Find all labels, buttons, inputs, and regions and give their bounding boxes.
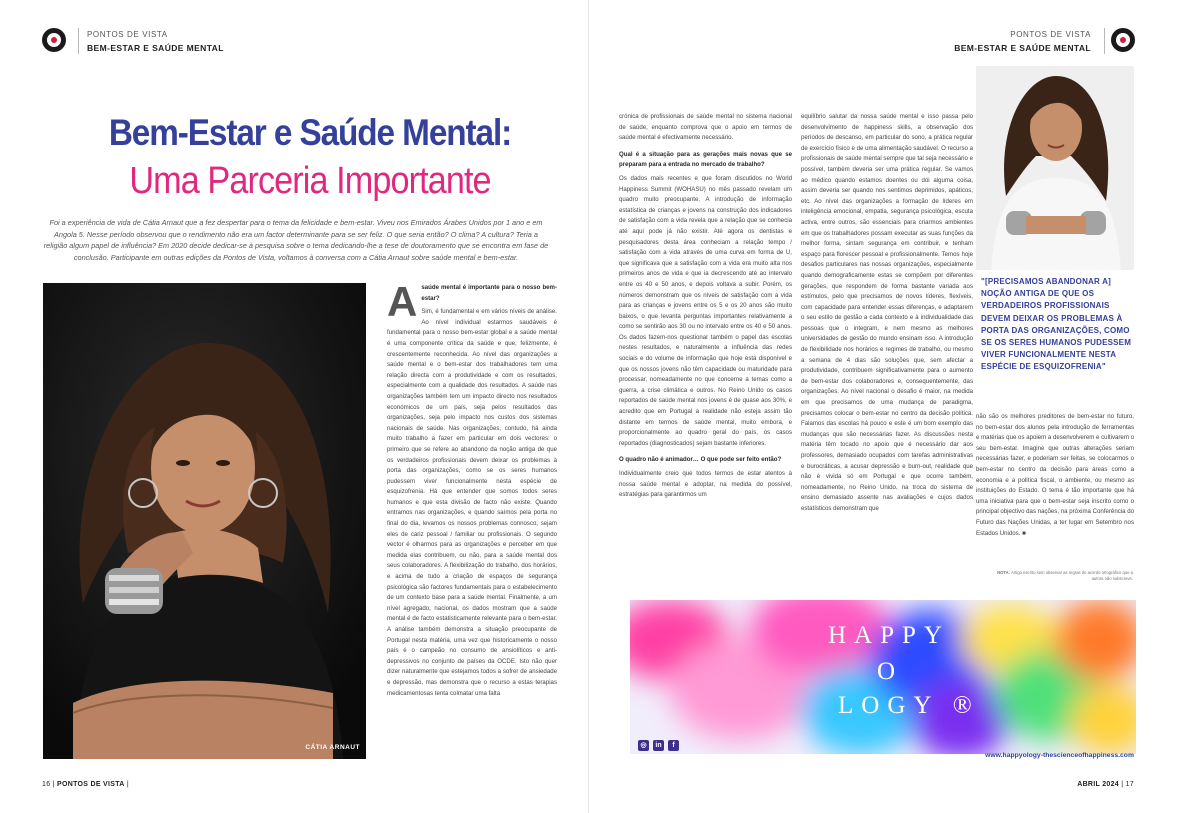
ad-brand-line1: HAPPY xyxy=(828,622,950,649)
question-1: saúde mental é importante para o nosso bem-estar? xyxy=(421,284,557,302)
header-subsection: BEM-ESTAR E SAÚDE MENTAL xyxy=(87,43,224,53)
portrait-illustration-right xyxy=(976,66,1134,270)
answer-1-continued: crónica de profissionais de saúde mental no sistema nacional de saúde, enquanto comprova que o apoio em termos de saúde mental é efectivamente necessário. xyxy=(619,113,792,142)
answer-2: Os dados mais recentes e que foram discutidos no World Happiness Summit (WOHASU) no mês passado revelam um quadro muito preocupante. A introdução de informação estatística de crianças e jovens na construção dos indicadores de satisfação com a vida revela que a relação que se conhecia até aqui pode já não existir. Até agora os dentistas e pesquisadores desta área conheciam a relação tempo / satisfação com a vida através de uma curva em forma de U, que significava que a satisfação com a vida era muito alta nos primeiros anos de vida e que ia decrescendo até ao intervalo entre os 40 e 50 anos, e depois voltava a subir. Porém, os números demonstram que os níveis de satisfação com a vida para as crianças e jovens entre os 5 e os 20 anos são muito baixos, o que levanta perguntas importantes relativamente a como se sentirão aos 30 ou no intervalo entre os 40 e 50 anos. Os dados fazem-nos questionar também o papel das escolas nestes resultados, e naturalmente a influência das redes sociais e do volume de informação que hoje está disponível e que os nossos jovens não têm capacidade ou maturidade para processar, nomeadamente no que concerne a temas como a guerra, a crise climática e outros. No Reino Unido os casos reportados de saúde mental nos jovens é de quase aos 30%, e acredito que em Portugal a realidade não esteja assim tão distante em termos de saúde mental, muito embora, e proporcionalmente ao quadro geral do país, os casos reportados (diagnosticados) sejam bastante inferiores. xyxy=(619,174,792,447)
ad-social-links xyxy=(638,740,679,751)
portrait-illustration xyxy=(43,283,366,759)
note-label: NOTA: xyxy=(997,570,1011,575)
answer-3: Individualmente creio que todos termos de estar atentos à nossa saúde mental e adoptar, na medida do possível, estratégias para garantirmos um xyxy=(619,470,792,499)
question-3: O quadro não é animador… O que pode ser feito então? xyxy=(619,456,782,464)
footer-section: PONTOS DE VISTA xyxy=(57,781,125,788)
header-separator-right xyxy=(1104,28,1105,54)
note-text: Artigo escrito sem observar as regras do acordo ortográfico que a autora não subscreve. xyxy=(1011,570,1133,581)
editorial-note xyxy=(995,570,1133,582)
ad-brand-line2: O xyxy=(877,658,904,685)
header-separator xyxy=(78,28,79,54)
facebook-icon[interactable]: f xyxy=(668,740,679,751)
magazine-logo-icon xyxy=(42,28,66,52)
footer-left: 16 | PONTOS DE VISTA | xyxy=(42,781,130,788)
ad-brand-line3: LOGY ® xyxy=(838,692,980,719)
right-page xyxy=(589,0,1177,813)
question-2: Qual é a situação para as gerações mais novas que se preparam para a entrada no mercado de trabalho? xyxy=(619,150,792,169)
article-column-2 xyxy=(619,112,792,582)
header-section-right: PONTOS DE VISTA xyxy=(1010,30,1091,39)
page-number-left: 16 xyxy=(42,781,51,788)
drop-cap: A xyxy=(387,283,418,325)
header-section: PONTOS DE VISTA xyxy=(87,30,168,39)
instagram-icon[interactable]: ◎ xyxy=(638,740,649,751)
happyology-advertisement[interactable] xyxy=(630,600,1136,754)
article-lead: Foi a experiência de vida de Cátia Arnaut que a fez despertar para o tema da felicidade e bem-estar. Viveu nos Emirados Árabes Unidos por 1 ano e em Angola 5. Nesse período observou que o rendimento não era um factor determinante para se ser feliz. O que seria então? O clima? A cultura? Teria a religião algum papel de influência? Em 2020 decide dedicar-se à pesquisa sobre o tema dedicando-lhe a tese de doutoramento que se encontra em fase de conclusão. Participante em outras edições da Pontos de Vista, voltamos à conversa com a Cátia Arnaut sobre saúde mental e bem-estar. xyxy=(43,218,549,262)
answer-3-continued: equilíbrio salutar da nossa saúde mental e isso passa pelo desenvolvimento de happiness skills, a observação dos períodos de descanso, em particular do sono, a prática regular de exercício físico e de uma alimentação saudável. O recurso a profissionais de saúde mental sempre que tal seja necessário e possível, também deveria ser uma prática regular. Se vamos ao médico quando estamos doentes ou dói alguma coisa, assim deveria ser quando nos sentimos deprimidos, apáticos, etc. Ao nível das organizações a formação de líderes em inteligência emocional, empatia, segurança psicológica, escuta activa, entre outros, são essenciais para criarmos ambientes em que os trabalhadores possam executar as suas funções da melhor forma, sintam segurança em contribuir, e tenham espaço para florescer pessoal e profissionalmente. Temos hoje desafios particulares nas nossas organizações, especialmente quando demograficamente estas se compõem por diferentes gerações, que respondem de forma bastante variada aos estímulos, pelo que precisamos de novos líderes, flexíveis, com capacidade para entender essas diferenças, e adaptarem o seu estilo de gestão a cada contexto e à individualidade das pessoas que o integram, e nem mesmo as melhores universidades de gestão do mundo ensinam isso. A introdução de flexibilidade nos horários e regimes de trabalho, ou mesmo a semana de 4 dias são soluções que, sem afectar a produtividade, contribuem significativamente para o aumento de bem-estar dos colaboradores e, consequentemente, das organizações. Ao nível nacional o desafio é maior, na medida em que precisamos de uma mudança de paradigma, precisamos colocar o bem-estar no centro da decisão política. Falamos das escolas há pouco e este é um bom exemplo das mudanças que são necessárias fazer. As discussões nesta matéria têm tocado no apoio que é necessário dar aos professores, demasiado ocupados com tarefas administrativas e burocráticas, a acusar depressão e burn-out, realidade que não é vivida só em Portugal e que ocorre também, nomeadamente, no Reino Unido, na troca do sistema de ensino demasiado assente nas avaliações e cujos dados estatísticos demonstram que xyxy=(801,113,973,512)
answer-3-end: não são os melhores preditores de bem-estar no futuro, no bem-estar dos alunos pela introdução de ferramentas e matérias que os apoiem a desenvolverem e cultivarem o seu bem-estar. Imagine que outras alterações seriam necessárias fazer, e poderiam ser feitas, se colocarmos o bem-estar no centro da decisão para áreas como a economia e a política fiscal, o ambiente, ou mesmo as instituições do Estado. O tema é tão importante que há uma iniciativa para que o bem-estar seja inscrito como o principal objectivo das nações, na próxima Conferência do Futuro das Nações Unidas, a ter lugar em Setembro nos Estados Unidos. ■ xyxy=(976,413,1134,537)
magazine-logo-icon-right xyxy=(1111,28,1135,52)
portrait-photo-right xyxy=(976,66,1134,270)
footer-date: ABRIL 2024 xyxy=(1077,781,1119,788)
page-number-right: 17 xyxy=(1125,781,1134,788)
header-subsection-right: BEM-ESTAR E SAÚDE MENTAL xyxy=(954,43,1091,53)
linkedin-icon[interactable]: in xyxy=(653,740,664,751)
article-title-line2: Uma Parceria Importante xyxy=(129,160,491,202)
footer-right: ABRIL 2024 | 17 xyxy=(1077,781,1134,788)
photo-caption: CÁTIA ARNAUT xyxy=(305,744,360,751)
article-column-3 xyxy=(801,112,973,590)
article-column-1 xyxy=(387,283,557,763)
pull-quote: "[PRECISAMOS ABANDONAR A] NOÇÃO ANTIGA DE QUE OS VERDADEIROS PROFISSIONAIS DEVEM DEIXAR OS PROBLEMAS À PORTA DAS ORGANIZAÇÕES, COMO SE OS SERES HUMANOS PUDESSEM VIVER FUNCIONALMENTE NESTA ESPÉCIE DE ESQUIZOFRENIA" xyxy=(981,277,1132,372)
article-title-line1: Bem-Estar e Saúde Mental: xyxy=(108,112,512,153)
article-column-4 xyxy=(976,412,1134,562)
ad-website-link[interactable]: www.happyology-thescienceofhappiness.com xyxy=(985,752,1134,759)
answer-1: Sim, é fundamental e em vários níveis de análise. Ao nível individual estarmos saudáveis é fundamental para o nosso bem-estar global e a saúde mental é uma componente crítica da saúde e que, felizmente, é crescentemente reconhecida. Ao nível das organizações a saúde mental e o bem-estar dos trabalhadores tem uma relação directa com a produtividade e com os resultados, especialmente com a qualidade dos resultados. A saúde nas organizações também tem um impacto directo nos resultados económicos de um país, seja pelos resultados das organizações, seja pelo impacto nos custos dos sistemas nacionais de saúde. Nas organizações, contudo, há ainda muito trabalho a fazer em particular em dois vectores: o primeiro que se refere ao abandono da noção antiga de que os verdadeiros profissionais devem deixar os problemas à porta das organizações, como se os seres humanos pudessem viver funcionalmente nesta espécie de esquizofrenia. Há que entender que somos todos seres humanos e que esta divisão de facto não existe. Quando entramos nas organizações, e quando saímos pela porta no final do dia, levamos os nossos problemas connosco, sejam eles de cariz pessoal / familiar ou profissionais. O segundo vector é olharmos para as organizações e perceber em que medida elas contribuem, ou não, para a saúde mental dos seus colaboradores. A flexibilização do trabalho, dos horários, e acima de tudo a criação de espaços de segurança psicológica são factores fundamentais para o estabelecimento de um contexto base para a saúde mental. Finalmente, a um nível agregado, nacional, os dados mostram que a saúde mental é de facto estatisticamente relevante para o bem-estar. A análise também demonstra a situação preocupante de Portugal nesta matéria, uma vez que historicamente o nosso país é o campeão no consumo de ansiolíticos e anti-depressivos no conjunto de países da OCDE. Isto não quer dizer naturalmente que estejamos todos a sofrer de ansiedade e depressão, mas demonstra que o recurso a estas terapias medicamentosas tenta colmatar uma falta xyxy=(387,308,557,697)
portrait-photo-left xyxy=(43,283,366,759)
